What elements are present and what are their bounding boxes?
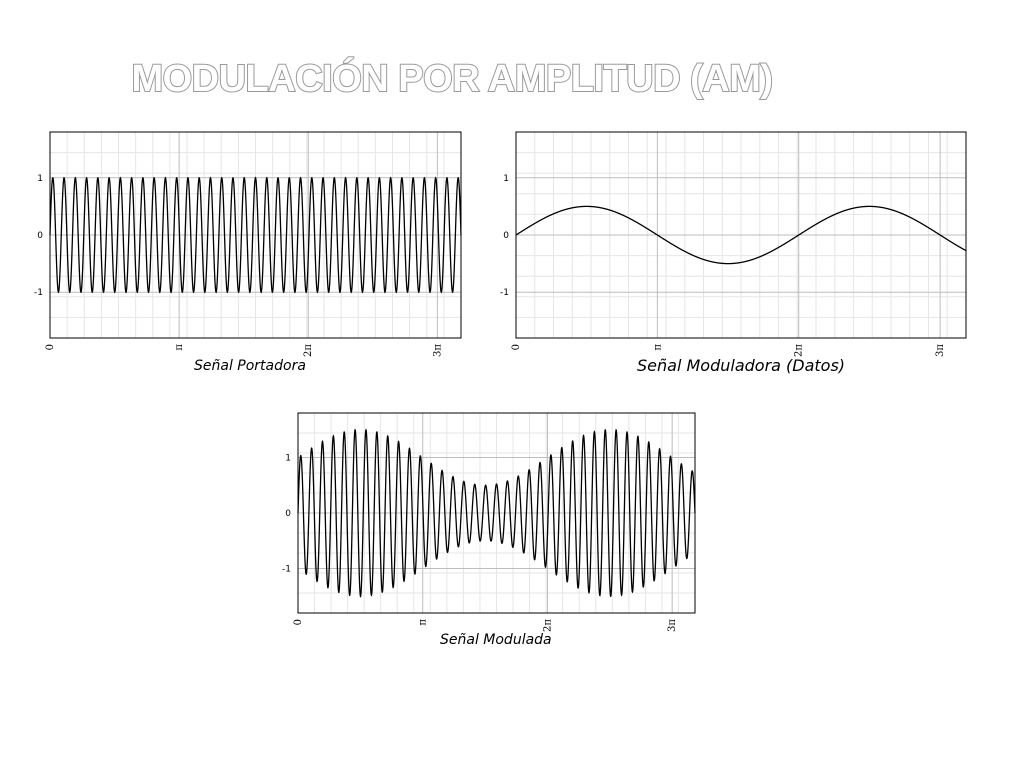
y-tick-label: 1: [503, 173, 509, 184]
x-tick-label: 0: [511, 344, 522, 351]
grid: [516, 132, 966, 338]
y-tick-label: 0: [503, 231, 509, 241]
y-tick-label: 1: [285, 453, 291, 464]
x-tick-label: π: [174, 344, 186, 351]
carrier-chart-svg: [18, 128, 468, 358]
x-tick-label: π: [652, 344, 664, 351]
x-tick-label: 3π: [935, 344, 947, 357]
carrier-chart-caption: Señal Portadora: [194, 358, 306, 374]
modulating-chart: [485, 128, 975, 378]
y-tick-label: -1: [282, 564, 291, 575]
x-tick-label: 0: [293, 619, 304, 626]
y-tick-label: 0: [285, 509, 291, 519]
x-tick-label: 3π: [432, 344, 444, 357]
modulating-chart-caption: Señal Moduladora (Datos): [637, 356, 846, 375]
page-title: MODULACIÓN POR AMPLITUD (AM): [131, 58, 773, 100]
modulated-chart: [266, 408, 706, 658]
modulated-chart-svg: [266, 408, 706, 633]
x-tick-label: 0: [45, 344, 56, 351]
modulating-chart-svg: [485, 128, 975, 358]
x-tick-label: 2π: [542, 619, 554, 632]
y-tick-label: -1: [500, 288, 509, 299]
y-tick-label: 1: [37, 173, 43, 184]
y-tick-label: 0: [37, 231, 43, 241]
x-tick-label: 2π: [303, 344, 315, 357]
modulated-chart-caption: Señal Modulada: [440, 632, 552, 648]
y-tick-label: -1: [34, 288, 43, 299]
carrier-chart: [18, 128, 468, 378]
x-tick-label: π: [417, 619, 429, 626]
x-tick-label: 3π: [667, 619, 679, 632]
x-tick-label: 2π: [793, 344, 805, 357]
